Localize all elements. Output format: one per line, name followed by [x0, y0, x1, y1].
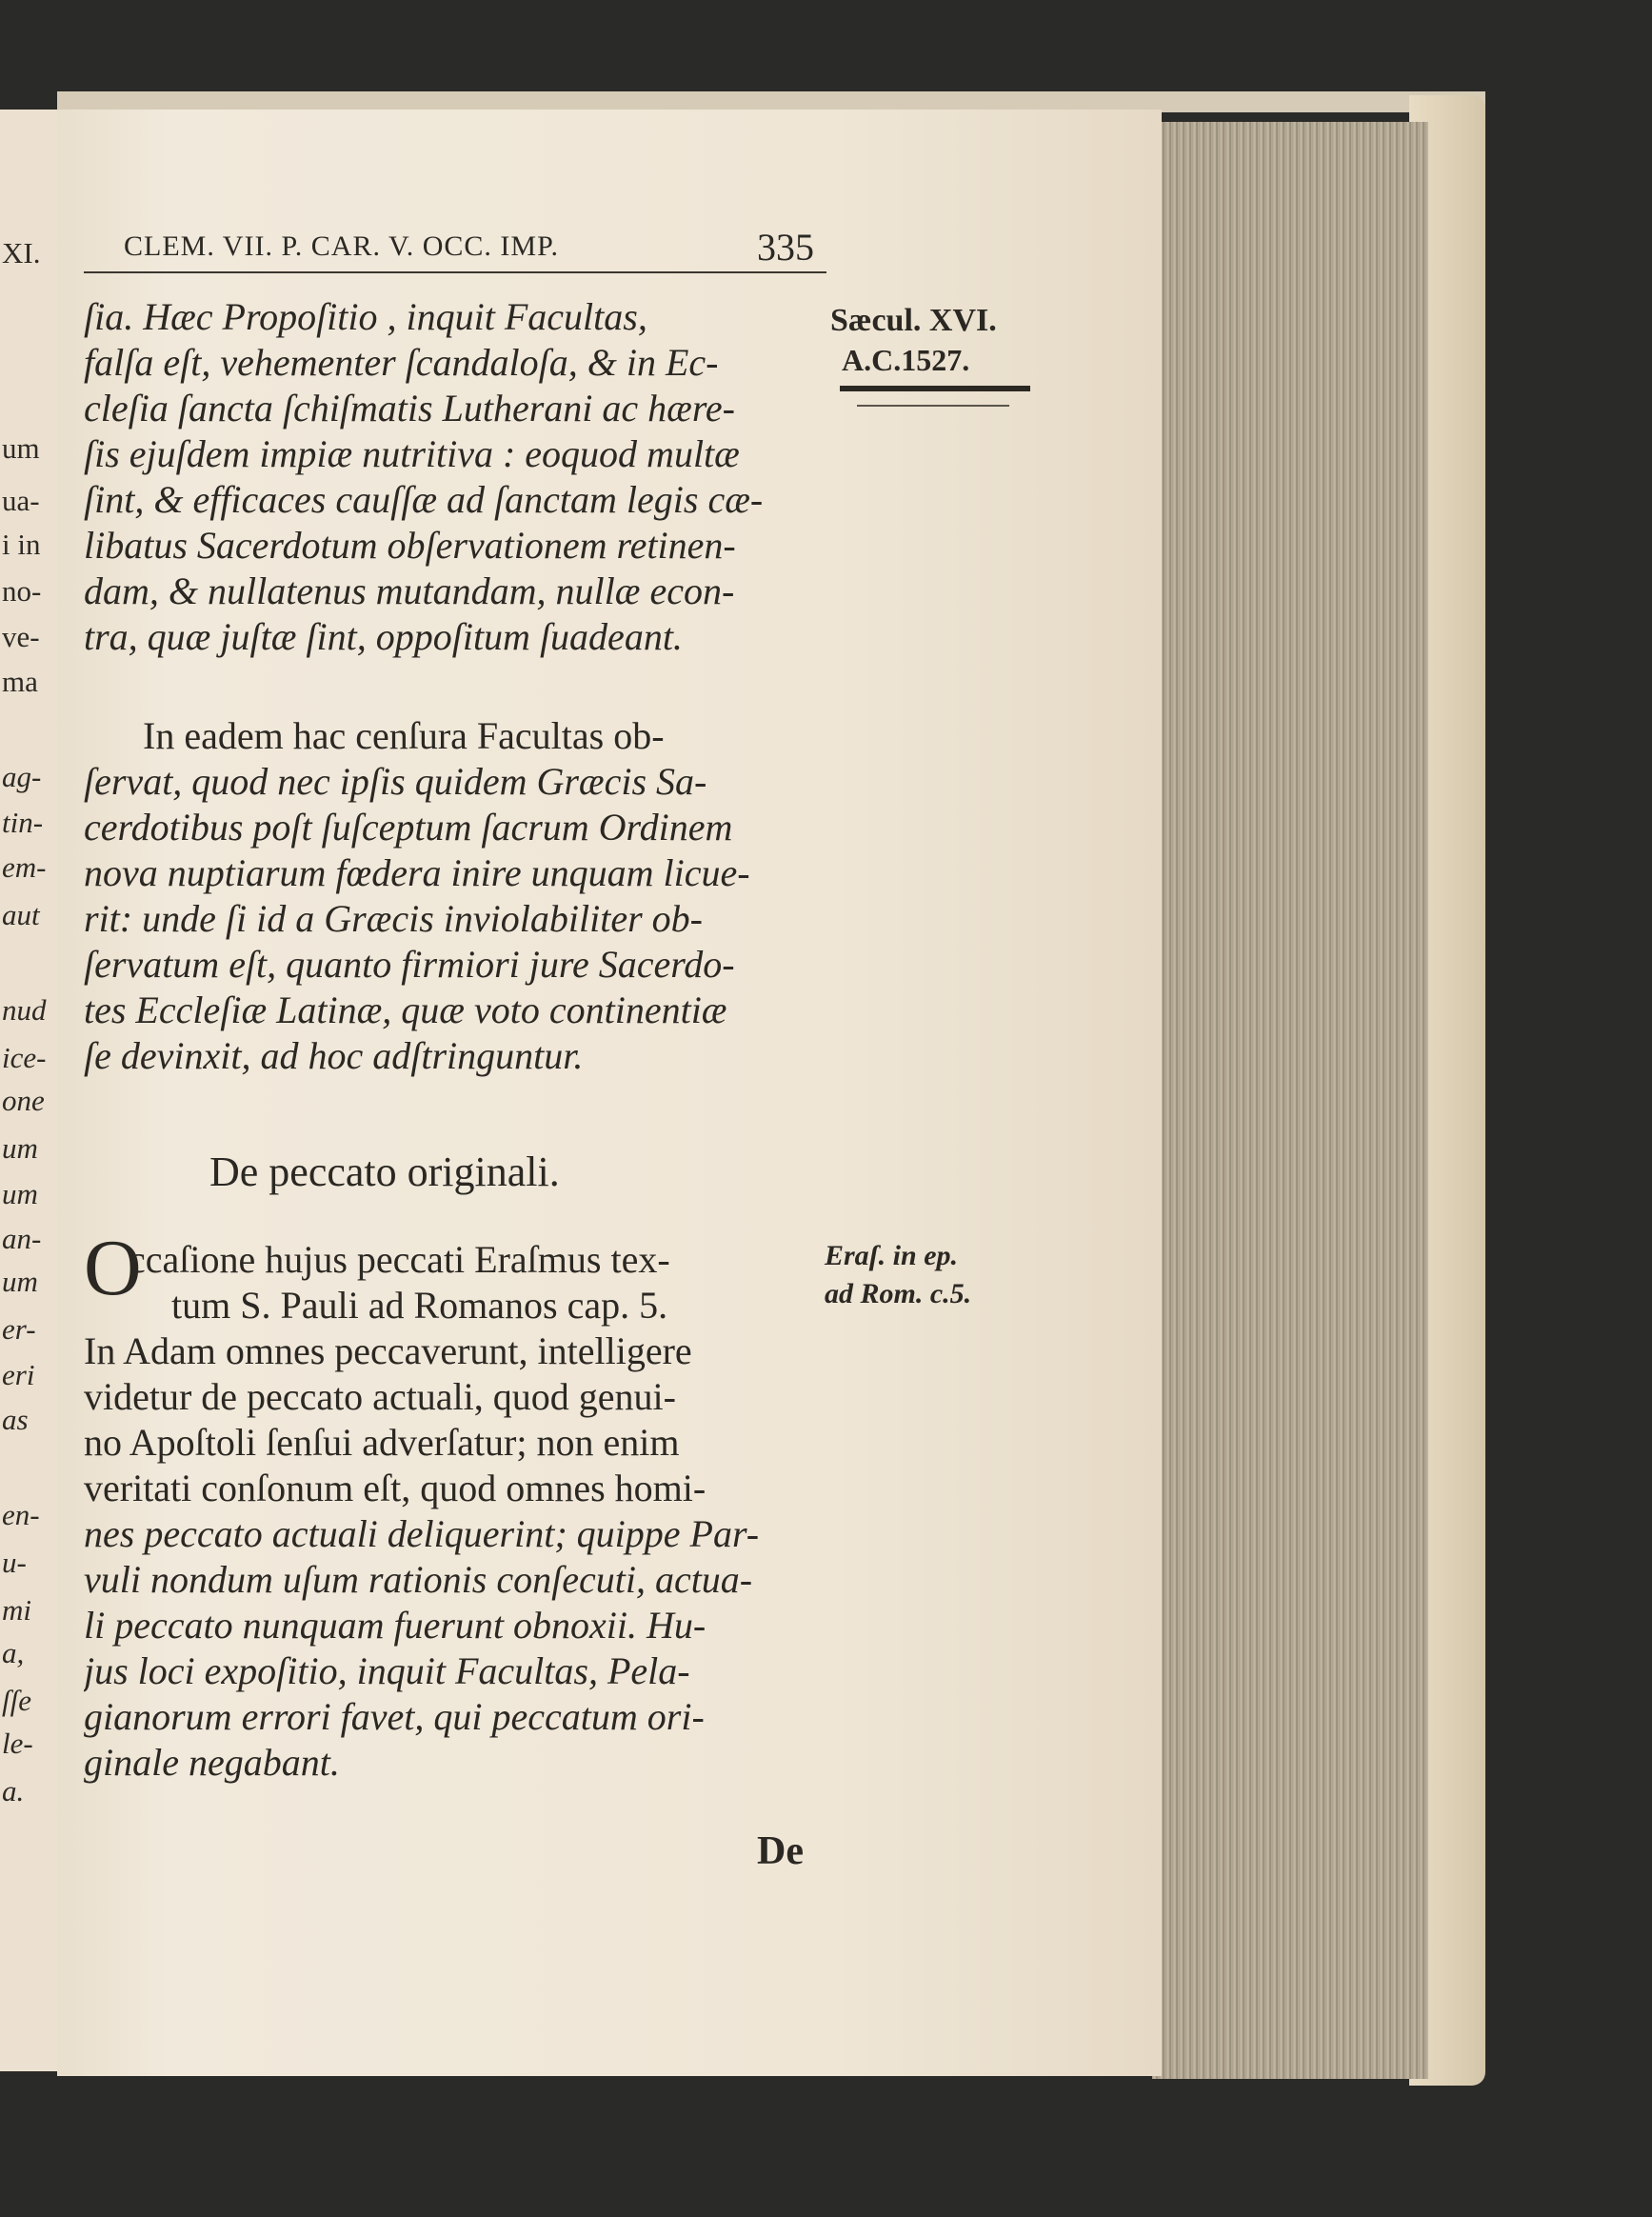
text-line: veritati conſonum eſt, quod omnes homi-	[84, 1467, 707, 1509]
margin-note-reference-2: ad Rom. c.5.	[825, 1278, 972, 1309]
margin-rule-thin	[857, 405, 1009, 407]
left-fragment: a.	[2, 1774, 25, 1808]
text-line: ſervatum eſt, quanto firmiori jure Sacerdo-	[84, 943, 735, 986]
page-fore-edge	[1152, 122, 1428, 2079]
left-fragment: tin-	[2, 806, 44, 839]
left-fragment: no-	[2, 574, 42, 608]
text-line: In Adam omnes peccaverunt, intelligere	[84, 1329, 692, 1372]
left-fragment: en-	[2, 1498, 40, 1531]
left-fragment: ice-	[2, 1041, 47, 1074]
left-fragment: um	[2, 1177, 38, 1210]
left-fragment: em-	[2, 850, 47, 884]
running-head: CLEM. VII. P. CAR. V. OCC. IMP.	[124, 230, 559, 262]
text-line: falſa eſt, vehementer ſcandaloſa, & in Ec-	[84, 341, 719, 384]
text-line: ginale negabant.	[84, 1741, 340, 1784]
left-fragment: aut	[2, 898, 40, 931]
margin-note-reference-1: Eraſ. in ep.	[825, 1240, 959, 1271]
left-fragment: an-	[2, 1222, 42, 1255]
text-line: ſint, & efficaces cauſſæ ad ſanctam legis cæ-	[84, 478, 764, 521]
text-line: tes Eccleſiæ Latinæ, quæ voto continentiæ	[84, 989, 727, 1031]
left-fragment: i in	[2, 528, 41, 561]
text-line: dam, & nullatenus mutandam, nullæ econ-	[84, 569, 735, 612]
left-fragment: ma	[2, 665, 38, 698]
left-fragment: as	[2, 1403, 29, 1436]
header-rule	[84, 271, 826, 273]
drop-cap: O	[84, 1224, 142, 1312]
left-fragment: er-	[2, 1312, 36, 1346]
text-line: gianorum errori favet, qui peccatum ori-	[84, 1695, 705, 1738]
left-fragment: mi	[2, 1593, 31, 1627]
text-line: ſis ejuſdem impiæ nutritiva : eoquod multæ	[84, 432, 740, 475]
margin-rule	[840, 386, 1030, 391]
text-line: rit: unde ſi id a Græcis inviolabiliter ob-	[84, 897, 703, 940]
left-fragment: ua-	[2, 484, 40, 517]
catchword: De	[757, 1829, 804, 1873]
text-line: ſe devinxit, ad hoc adſtringuntur.	[84, 1034, 584, 1077]
left-fragment: um	[2, 431, 40, 465]
page-number: 335	[757, 226, 814, 269]
left-fragment: um	[2, 1265, 38, 1298]
left-fragment: ſſe	[2, 1684, 31, 1717]
left-fragment: eri	[2, 1358, 35, 1391]
text-line: tra, quæ juſtæ ſint, oppoſitum ſuadeant.	[84, 615, 683, 658]
text-line: jus loci expoſitio, inquit Facultas, Pela-	[84, 1649, 690, 1692]
text-line: cerdotibus poſt ſuſceptum ſacrum Ordinem	[84, 806, 733, 849]
text-line: li peccato nunquam fuerunt obnoxii. Hu-	[84, 1604, 707, 1647]
left-fragment: ag-	[2, 760, 42, 793]
text-line: nes peccato actuali deliquerint; quippe Par-	[84, 1512, 760, 1555]
text-line: videtur de peccato actuali, quod genui-	[84, 1375, 676, 1418]
text-line: In eadem hac cenſura Facultas ob-	[143, 714, 665, 757]
text-line: tum S. Pauli ad Romanos cap. 5.	[171, 1284, 668, 1327]
left-fragment: nud	[2, 993, 47, 1027]
text-line: ſervat, quod nec ipſis quidem Græcis Sa-	[84, 760, 707, 803]
section-title: De peccato originali.	[209, 1148, 560, 1195]
left-fragment: one	[2, 1084, 45, 1117]
text-line: vuli nondum uſum rationis conſecuti, actua-	[84, 1558, 753, 1601]
text-line: libatus Sacerdotum obſervationem retinen-	[84, 524, 736, 567]
text-line: cleſia ſancta ſchiſmatis Lutherani ac hære-	[84, 387, 735, 429]
left-fragment: le-	[2, 1727, 33, 1760]
margin-note-saeculum: Sæcul. XVI.	[830, 303, 997, 338]
text-line: ſia. Hæc Propoſitio , inquit Facultas,	[84, 295, 647, 338]
left-fragment: um	[2, 1131, 38, 1165]
left-fragment: a,	[2, 1636, 25, 1669]
left-fragment: XI.	[2, 236, 41, 270]
margin-note-year: A.C.1527.	[842, 343, 970, 377]
text-line: nova nuptiarum fœdera inire unquam licue-	[84, 851, 750, 894]
text-line: no Apoſtoli ſenſui adverſatur; non enim	[84, 1421, 680, 1464]
text-line: ccaſione hujus peccati Eraſmus tex-	[129, 1238, 670, 1281]
left-fragment: ve-	[2, 620, 40, 653]
left-fragment: u-	[2, 1546, 27, 1579]
